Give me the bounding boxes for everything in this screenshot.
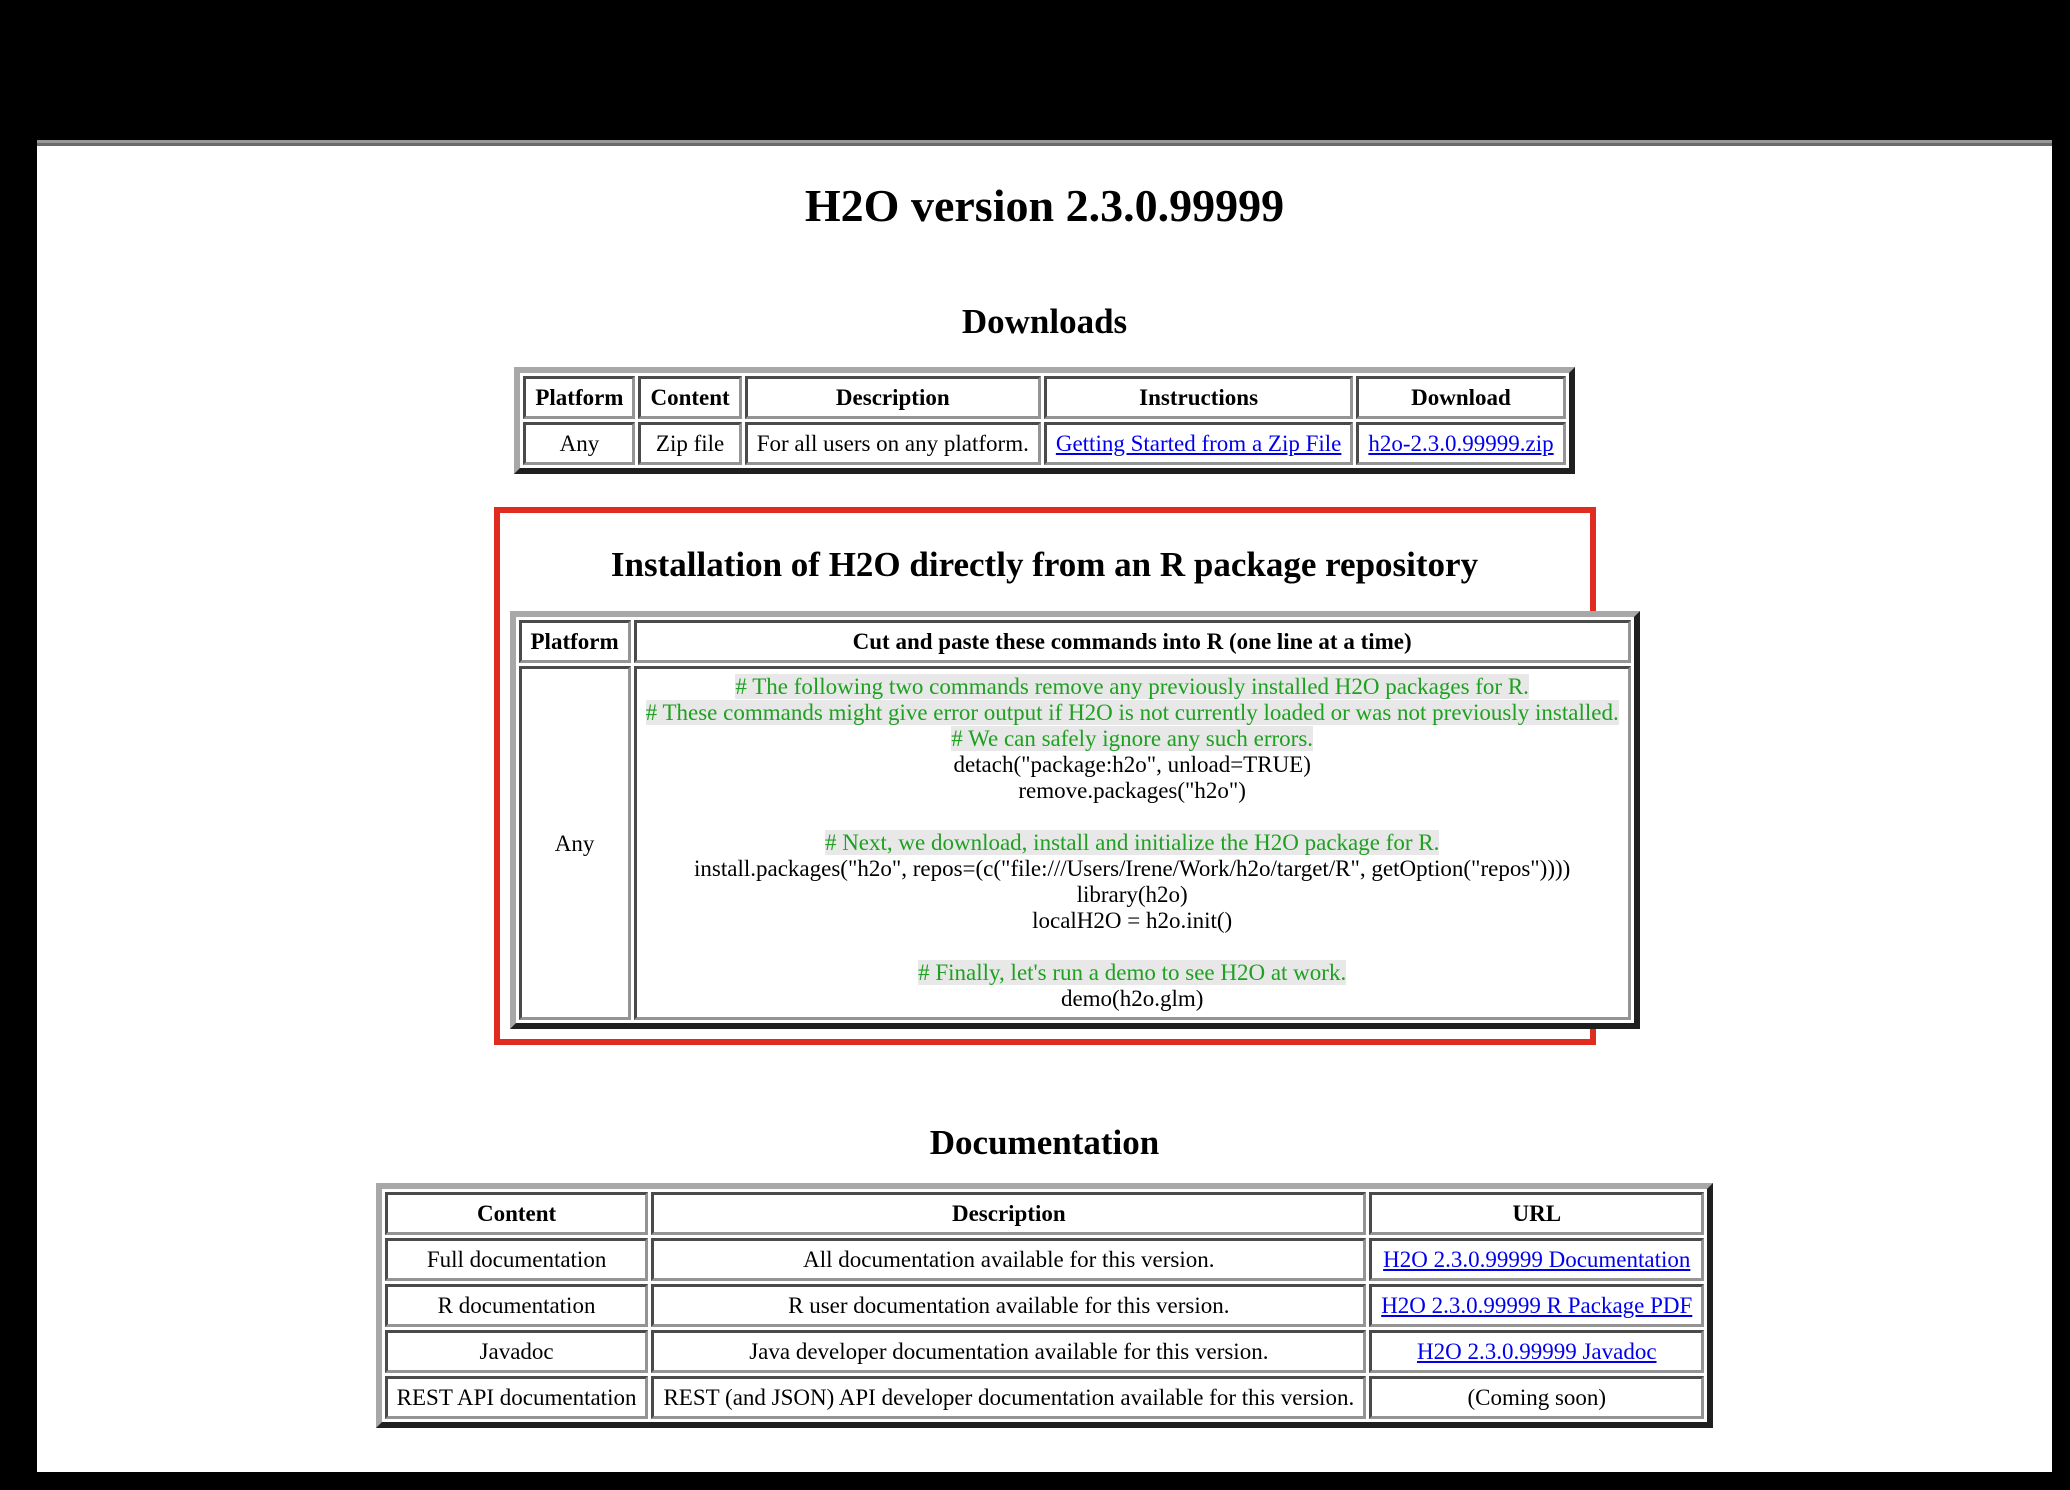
r-package-pdf-link[interactable]: H2O 2.3.0.99999 R Package PDF [1381, 1293, 1693, 1318]
documentation-table [376, 1183, 1714, 1428]
code-line [646, 986, 1619, 1012]
r-install-platform-cell: Any [519, 666, 631, 1020]
downloads-header-row [523, 376, 1565, 419]
code-line [646, 882, 1619, 908]
downloads-heading: Downloads [961, 302, 1128, 341]
downloads-instructions-cell [1044, 422, 1354, 465]
downloads-platform-cell: Any [523, 422, 635, 465]
code-text: localH2O = h2o.init() [1032, 908, 1233, 933]
documentation-header-content: Content [385, 1192, 649, 1235]
table-row [385, 1284, 1705, 1327]
code-line [646, 778, 1619, 804]
r-install-header-row [519, 620, 1631, 663]
page-title: H2O version 2.3.0.99999 [804, 180, 1285, 231]
code-line [646, 908, 1619, 934]
documentation-heading: Documentation [929, 1123, 1160, 1162]
code-line [646, 752, 1619, 778]
r-install-data-row [519, 666, 1631, 1020]
downloads-header-content: Content [638, 376, 741, 419]
downloads-header-description: Description [745, 376, 1041, 419]
table-row [385, 1330, 1705, 1373]
r-install-table [510, 611, 1640, 1029]
doc-description-cell: R user documentation available for this version. [651, 1284, 1366, 1327]
downloads-table [514, 367, 1574, 474]
code-line [646, 830, 1619, 856]
full-documentation-link[interactable]: H2O 2.3.0.99999 Documentation [1383, 1247, 1691, 1272]
code-comment-text: # Finally, let's run a demo to see H2O at work. [918, 960, 1347, 985]
downloads-header-platform: Platform [523, 376, 635, 419]
doc-description-cell: Java developer documentation available for this version. [651, 1330, 1366, 1373]
downloads-data-row [523, 422, 1565, 465]
browser-page [37, 140, 2052, 1472]
doc-content-cell: R documentation [385, 1284, 649, 1327]
doc-description-cell: All documentation available for this version. [651, 1238, 1366, 1281]
documentation-header-url: URL [1369, 1192, 1704, 1235]
code-blank-line [646, 934, 1619, 960]
code-line [646, 700, 1619, 726]
table-row [385, 1238, 1705, 1281]
r-install-code-cell [634, 666, 1631, 1020]
downloads-content-cell: Zip file [638, 422, 741, 465]
code-comment-text: # The following two commands remove any previously installed H2O packages for R. [735, 674, 1529, 699]
code-text: detach("package:h2o", unload=TRUE) [953, 752, 1311, 777]
r-install-highlight-box [494, 507, 1619, 1045]
r-install-heading: Installation of H2O directly from an R package repository [610, 545, 1479, 584]
code-line [646, 674, 1619, 700]
code-comment-text: # We can safely ignore any such errors. [951, 726, 1314, 751]
table-row [385, 1376, 1705, 1419]
zip-download-link[interactable]: h2o-2.3.0.99999.zip [1368, 431, 1554, 456]
code-comment-text: # Next, we download, install and initialize the H2O package for R. [824, 830, 1440, 855]
doc-content-cell: Javadoc [385, 1330, 649, 1373]
r-install-header-platform: Platform [519, 620, 631, 663]
code-line [646, 726, 1619, 752]
chrome-bottom-rule [37, 140, 2052, 146]
code-blank-line [646, 804, 1619, 830]
getting-started-zip-link[interactable]: Getting Started from a Zip File [1055, 431, 1342, 456]
downloads-download-cell [1356, 422, 1565, 465]
downloads-description-cell: For all users on any platform. [745, 422, 1041, 465]
code-line [646, 960, 1619, 986]
code-text: remove.packages("h2o") [1018, 778, 1246, 803]
doc-url-cell [1369, 1330, 1704, 1373]
doc-description-cell: REST (and JSON) API developer documentation available for this version. [651, 1376, 1366, 1419]
javadoc-link[interactable]: H2O 2.3.0.99999 Javadoc [1416, 1339, 1657, 1364]
coming-soon-text: (Coming soon) [1467, 1385, 1607, 1410]
doc-url-cell [1369, 1376, 1704, 1419]
doc-url-cell [1369, 1238, 1704, 1281]
downloads-header-instructions: Instructions [1044, 376, 1354, 419]
doc-content-cell: REST API documentation [385, 1376, 649, 1419]
downloads-header-download: Download [1356, 376, 1565, 419]
documentation-header-description: Description [651, 1192, 1366, 1235]
code-text: library(h2o) [1076, 882, 1188, 907]
doc-url-cell [1369, 1284, 1704, 1327]
code-text: install.packages("h2o", repos=(c("file:///Users/Irene/Work/h2o/target/R", getOption("repos")))) [694, 856, 1571, 881]
r-install-header-commands: Cut and paste these commands into R (one line at a time) [634, 620, 1631, 663]
code-text: demo(h2o.glm) [1060, 986, 1204, 1011]
code-comment-text: # These commands might give error output if H2O is not currently loaded or was not previously installed. [645, 700, 1619, 725]
doc-content-cell: Full documentation [385, 1238, 649, 1281]
code-line [646, 856, 1619, 882]
documentation-header-row [385, 1192, 1705, 1235]
